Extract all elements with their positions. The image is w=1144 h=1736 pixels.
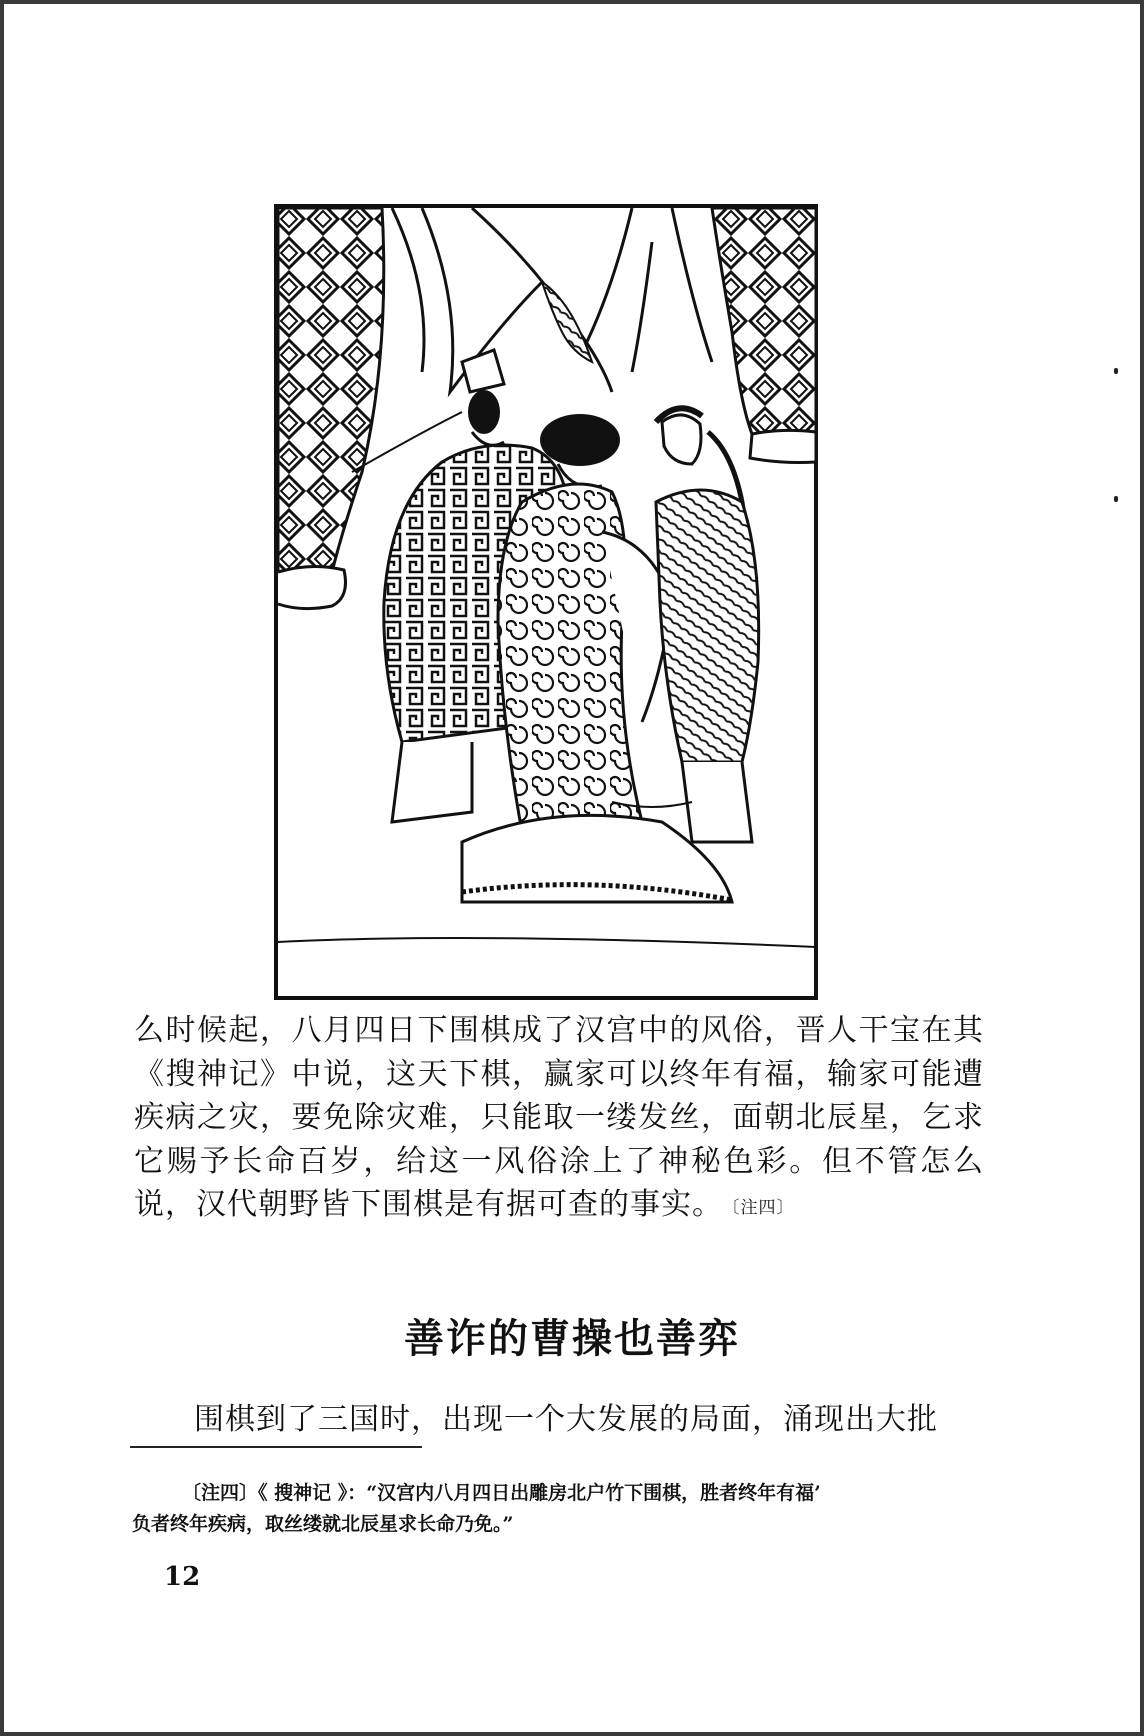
footnote-divider: [130, 1446, 422, 1448]
section-paragraph: 围棋到了三国时，出现一个大发展的局面，涌现出大批: [194, 1402, 938, 1437]
woodcut-illustration: [272, 202, 820, 1002]
footnote: [132, 1478, 992, 1540]
footnote-reference: 〔注四〕: [731, 1198, 795, 1218]
footnote-line-1: 〔注四〕《 搜神记 》：“汉宫内八月四日出雕房北户竹下围棋，胜者终年有福’: [182, 1482, 821, 1504]
paragraph-text: [134, 1009, 984, 1227]
illustration-han-palace-figures: [272, 202, 820, 1002]
body-paragraph: [134, 1009, 984, 1227]
book-page: [4, 4, 1140, 1732]
scan-speck: [1114, 368, 1118, 374]
footnote-line-2: 负者终年疾病，取丝缕就北辰星求长命乃免。”: [132, 1513, 514, 1535]
paragraph-body: 么时候起，八月四日下围棋成了汉宫中的风俗，晋人干宝在其《搜神记》中说，这天下棋，赢家可以终年有福，输家可能遭疾病之灾，要免除灾难，只能取一缕发丝，面朝北辰星，乞求它赐予长命百岁，给这一风俗涂上了神秘色彩。但不管怎么说，汉代朝野皆下围棋是有据可查的事实。: [134, 1013, 984, 1222]
page-number: 12: [164, 1562, 201, 1592]
section-heading: 善诈的曹操也善弈: [404, 1316, 740, 1362]
scan-speck: [1114, 496, 1118, 502]
